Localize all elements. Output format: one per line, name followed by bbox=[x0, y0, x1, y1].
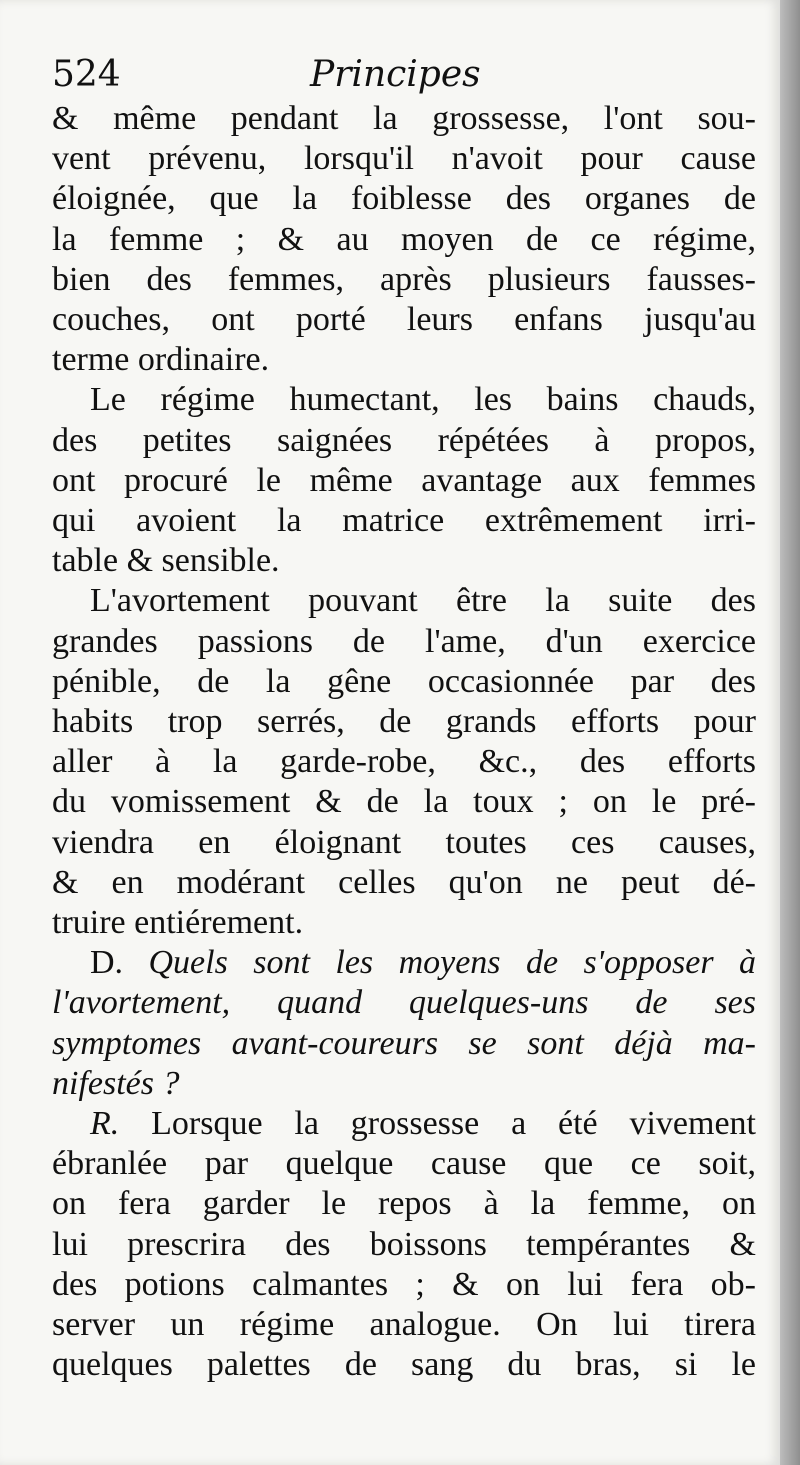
answer-paragraph bbox=[52, 1104, 756, 1385]
answer-label: R. bbox=[90, 1105, 120, 1143]
text-line: on fera garder le repos à la femme, on bbox=[52, 1185, 756, 1223]
text-line: table & sensible. bbox=[52, 542, 280, 580]
text-line: & en modérant celles qu'on ne peut dé- bbox=[52, 863, 756, 901]
text-line: du vomissement & de la toux ; on le pré- bbox=[52, 783, 756, 821]
text-line: & même pendant la grossesse, l'ont sou- bbox=[52, 100, 756, 137]
text-line: des potions calmantes ; & on lui fera ob- bbox=[52, 1265, 756, 1303]
text-line: aller à la garde-robe, &c., des efforts bbox=[52, 743, 756, 781]
text-line: éloignée, que la foiblesse des organes de bbox=[52, 180, 756, 218]
text-line: nifestés ? bbox=[52, 1064, 180, 1102]
text-line: des petites saignées répétées à propos, bbox=[52, 421, 756, 459]
text-line: couches, ont porté leurs enfans jusqu'au bbox=[52, 301, 756, 339]
text-line: ébranlée par quelque cause que ce soit, bbox=[52, 1145, 756, 1183]
text-line: bien des femmes, après plusieurs fausses- bbox=[52, 260, 756, 298]
answer-text: Lorsque la grossesse a été vivement bbox=[151, 1105, 757, 1143]
question-label: D. bbox=[90, 944, 124, 982]
page-number: 524 bbox=[52, 54, 121, 95]
text-line: qui avoient la matrice extrêmement irri- bbox=[52, 502, 756, 540]
text-line: habits trop serrés, de grands efforts pour bbox=[52, 703, 756, 741]
text-line: terme ordinaire. bbox=[52, 341, 270, 379]
paragraph-2 bbox=[52, 380, 756, 581]
question-paragraph bbox=[52, 943, 756, 1104]
page-header bbox=[52, 54, 752, 104]
paragraph-1 bbox=[52, 99, 756, 380]
body-text bbox=[52, 99, 756, 1386]
page-binding-edge bbox=[780, 0, 800, 1465]
text-line: viendra en éloignant toutes ces causes, bbox=[52, 823, 756, 861]
text-line bbox=[52, 943, 756, 983]
text-line: L'avortement pouvant être la suite des bbox=[90, 582, 756, 620]
text-line: la femme ; & au moyen de ce régime, bbox=[52, 220, 756, 258]
text-line: vent prévenu, lorsqu'il n'avoit pour cause bbox=[52, 140, 756, 178]
text-line: symptomes avant-coureurs se sont déjà ma- bbox=[52, 1024, 756, 1062]
running-title: Principes bbox=[310, 54, 481, 95]
text-line: grandes passions de l'ame, d'un exercice bbox=[52, 622, 756, 660]
text-line: quelques palettes de sang du bras, si le bbox=[52, 1346, 756, 1384]
question-text: Quels sont les moyens de s'opposer à bbox=[148, 944, 756, 982]
text-line bbox=[52, 1104, 756, 1144]
text-line: ont procuré le même avantage aux femmes bbox=[52, 461, 756, 499]
text-line: pénible, de la gêne occasionnée par des bbox=[52, 662, 756, 700]
paragraph-3 bbox=[52, 581, 756, 943]
text-line: server un régime analogue. On lui tirera bbox=[52, 1306, 756, 1344]
text-line: truire entiérement. bbox=[52, 904, 304, 942]
text-line: l'avortement, quand quelques-uns de ses bbox=[52, 984, 756, 1022]
text-line: lui prescrira des boissons tempérantes & bbox=[52, 1225, 756, 1263]
text-line: Le régime humectant, les bains chauds, bbox=[90, 381, 756, 419]
